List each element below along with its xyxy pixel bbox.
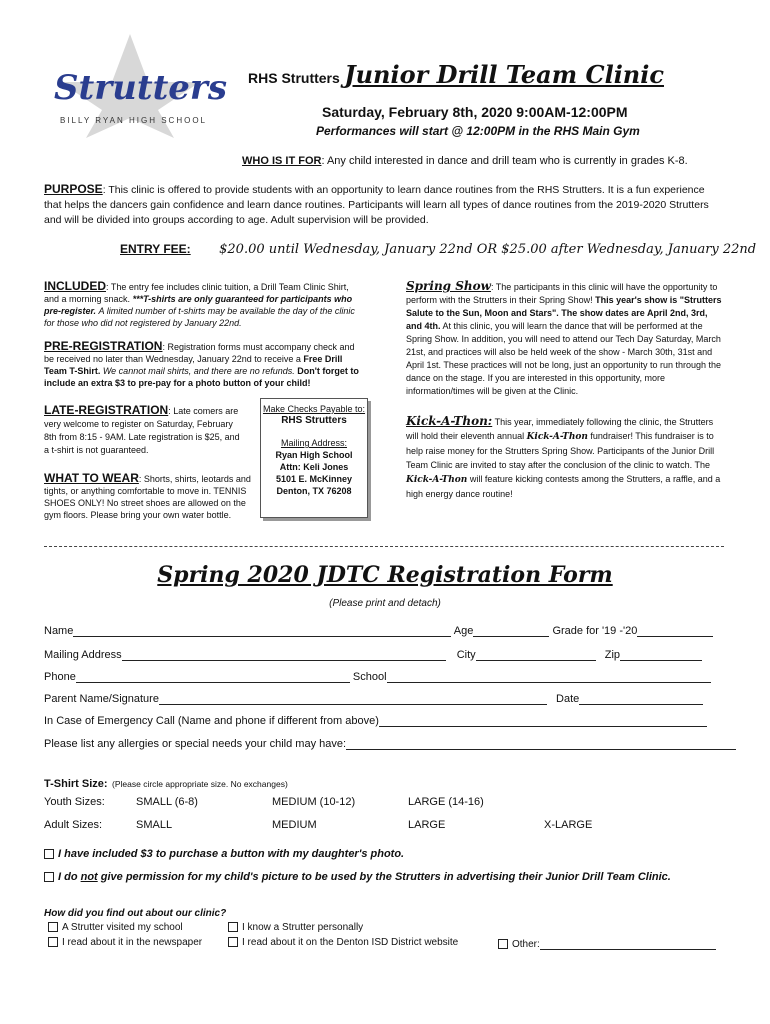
- performances-note: Performances will start @ 12:00PM in the RHS Main Gym: [316, 124, 640, 138]
- mailing-field[interactable]: [122, 648, 446, 661]
- who-text: : Any child interested in dance and drill team who is currently in grades K-8.: [321, 155, 688, 167]
- grade-label: Grade for '19 -'20: [552, 625, 638, 637]
- how-option-label: A Strutter visited my school: [62, 922, 183, 933]
- header-title-row: [248, 60, 664, 89]
- emergency-row: [44, 714, 707, 727]
- age-field[interactable]: [473, 624, 549, 637]
- purpose-label: PURPOSE: [44, 182, 103, 196]
- city-label: City: [456, 649, 476, 661]
- page-title: Junior Drill Team Clinic: [344, 60, 664, 89]
- address-line: 5101 E. McKinney: [275, 474, 353, 484]
- preregistration-bold2: Don't forget to include an extra $3 to pre-pay for a photo button of your child!: [44, 366, 359, 388]
- kickathon-text3: will feature kicking contests among the Strutters, a raffle, and a high energy dance routine!: [406, 474, 721, 499]
- how-option-other[interactable]: [498, 937, 716, 950]
- purpose-paragraph: [44, 182, 724, 228]
- form-title: Spring 2020 JDTC Registration Form: [157, 562, 613, 588]
- age-label: Age: [453, 625, 474, 637]
- school-field[interactable]: [387, 670, 711, 683]
- included-text: : The entry fee includes clinic tuition, a Drill Team Clinic Shirt, and a morning snack.: [44, 282, 349, 304]
- how-option-label: I know a Strutter personally: [242, 922, 364, 933]
- how-option[interactable]: [48, 922, 183, 933]
- how-label: How did you find out about our clinic?: [44, 908, 227, 919]
- name-row: [44, 624, 713, 637]
- late-registration-label: LATE-REGISTRATION: [44, 403, 169, 417]
- who-row: [242, 155, 688, 167]
- school-label: School: [352, 671, 387, 683]
- form-subtitle: (Please print and detach): [329, 598, 441, 609]
- allergy-label: Please list any allergies or special needs your child may have:: [44, 738, 347, 750]
- kickathon-name: Kick-A-Thon: [406, 475, 468, 485]
- phone-label: Phone: [44, 671, 76, 683]
- late-registration-text: : Late comers are very welcome to register on Saturday, February 8th from 8:15 - 9AM. Late registration is $25, and a t-shirt is not guaranteed.: [44, 406, 240, 455]
- checks-payable-box: [260, 398, 368, 518]
- permission-checkbox-row[interactable]: [44, 871, 671, 883]
- included-italic-note: A limited number of t-shirts may be available the day of the clinic for those who did not registered by January 22nd.: [44, 306, 355, 328]
- payable-label: Make Checks Payable to:: [262, 404, 366, 414]
- name-field[interactable]: [73, 624, 451, 637]
- zip-label: Zip: [604, 649, 621, 661]
- kickathon-text: This year, immediately following the clinic, the Strutters will hold their eleventh annual: [406, 417, 714, 441]
- zip-field[interactable]: [620, 648, 702, 661]
- who-label: WHO IS IT FOR: [242, 155, 322, 167]
- emergency-field[interactable]: [379, 714, 707, 727]
- checkbox[interactable]: [44, 872, 54, 882]
- youth-size-option[interactable]: SMALL (6-8): [136, 796, 198, 808]
- adult-size-option[interactable]: X-LARGE: [544, 819, 593, 831]
- spring-show-bold: This year's show is "Strutters Salute to the Sun, Moon and Stars". The show dates are April 2nd, 3rd, and 4th.: [406, 295, 722, 331]
- parent-field[interactable]: [159, 692, 547, 705]
- spring-show-label: Spring Show: [406, 279, 491, 293]
- spring-show-paragraph: [406, 280, 724, 398]
- adult-label: Adult Sizes:: [44, 819, 103, 831]
- checkbox[interactable]: [228, 922, 238, 932]
- detach-divider: [44, 546, 724, 547]
- checkbox[interactable]: [48, 937, 58, 947]
- entry-fee-row: [120, 240, 756, 258]
- how-option-label: Other:: [512, 939, 540, 950]
- preregistration-label: PRE-REGISTRATION: [44, 339, 163, 353]
- address-line: Ryan High School: [275, 450, 353, 460]
- youth-label: Youth Sizes:: [44, 796, 105, 808]
- phone-field[interactable]: [76, 670, 350, 683]
- parent-row: [44, 692, 703, 705]
- mailing-row: [44, 648, 702, 661]
- spring-show-text: : The participants in this clinic will have the opportunity to perform with the Strutters in their Spring Show!: [406, 282, 718, 305]
- tshirt-row: [44, 774, 288, 792]
- how-option[interactable]: [228, 922, 363, 933]
- kickathon-name: Kick-A-Thon: [526, 432, 588, 442]
- entry-fee-label: ENTRY FEE:: [120, 242, 191, 256]
- allergy-field[interactable]: [346, 737, 736, 750]
- other-field[interactable]: [540, 937, 716, 950]
- logo-school: BILLY RYAN HIGH SCHOOL: [60, 116, 207, 125]
- youth-size-option[interactable]: MEDIUM (10-12): [272, 796, 356, 808]
- entry-fee-text: $20.00 until Wednesday, January 22nd OR $25.00 after Wednesday, January 22nd: [219, 242, 757, 257]
- spring-show-text2: At this clinic, you will learn the dance that will be performed at the Spring Show. In addition, you will need to attend our Tech Day Saturday, March 21st, and practices will also be held week of the show - March 30th, 31st and April 1st. These practices will not be long, just an opportunity to run through the dance on the stage. If you are interested in this opportunity, more information/times will be given at the Clinic.: [406, 321, 722, 396]
- included-label: INCLUDED: [44, 279, 106, 293]
- kickathon-text2: fundraiser! This fundraiser is to help raise money for the Strutters Spring Show. Participants of the Junior Drill Team Clinic are invited to stay after the conclusion of the clinic to watch. The: [406, 431, 715, 470]
- purpose-text: : This clinic is offered to provide students with an opportunity to learn dance routines from the RHS Strutters. It is a fun experience that helps the dancers gain confidence and learn dance routines. Participants will learn all types of dance routines from the 2019-2020 Strutters and will be divided into groups according to age. Adult supervision will be provided.: [44, 184, 709, 226]
- what-to-wear-paragraph: [44, 472, 252, 521]
- preregistration-paragraph: [44, 340, 362, 389]
- mailing-label: Mailing Address: [44, 649, 122, 661]
- button-checkbox-label: I have included $3 to purchase a button with my daughter's photo.: [58, 848, 405, 860]
- name-label: Name: [44, 625, 74, 637]
- how-option[interactable]: [48, 937, 202, 948]
- adult-size-option[interactable]: MEDIUM: [272, 819, 317, 831]
- included-bold-note: ***T-shirts are only guaranteed for participants who pre-register.: [44, 294, 353, 316]
- what-to-wear-label: WHAT TO WEAR: [44, 471, 139, 485]
- checkbox[interactable]: [44, 849, 54, 859]
- permission-label-rest: give permission for my child's picture to be used by the Strutters in advertising their Junior Drill Team Clinic.: [97, 871, 671, 883]
- checkbox[interactable]: [228, 937, 238, 947]
- button-checkbox-row[interactable]: [44, 848, 404, 860]
- logo-script: Strutters: [54, 68, 227, 108]
- how-option-label: I read about it on the Denton ISD District website: [242, 937, 459, 948]
- adult-size-option[interactable]: LARGE: [408, 819, 446, 831]
- grade-field[interactable]: [637, 624, 713, 637]
- preregistration-italic: We cannot mail shirts, and there are no refunds.: [100, 366, 298, 376]
- included-paragraph: [44, 280, 364, 329]
- permission-label: I do: [58, 871, 81, 883]
- payee: RHS Strutters: [281, 415, 347, 426]
- address-line: Denton, TX 76208: [276, 486, 352, 496]
- tshirt-note: (Please circle appropriate size. No exchanges): [112, 779, 288, 789]
- date-label: Date: [556, 693, 580, 705]
- kickathon-label: Kick-A-Thon:: [406, 414, 493, 428]
- header-prefix: RHS Strutters: [248, 70, 340, 86]
- date-field[interactable]: [579, 692, 703, 705]
- adult-size-option[interactable]: SMALL: [136, 819, 173, 831]
- preregistration-text: : Registration forms must accompany check and be received no later than Wednesday, January 22nd to receive a: [44, 342, 355, 364]
- permission-not: not: [80, 871, 98, 883]
- youth-size-option[interactable]: LARGE (14-16): [408, 796, 484, 808]
- strutters-logo: [40, 30, 227, 140]
- late-registration-paragraph: [44, 404, 244, 457]
- address-line: Attn: Keli Jones: [279, 462, 349, 472]
- parent-label: Parent Name/Signature: [44, 693, 159, 705]
- how-option[interactable]: [228, 937, 458, 948]
- event-date: Saturday, February 8th, 2020 9:00AM-12:00PM: [322, 104, 628, 120]
- how-option-label: I read about it in the newspaper: [62, 937, 203, 948]
- phone-row: [44, 670, 711, 683]
- mailing-address-label: Mailing Address:: [280, 438, 348, 448]
- checkbox[interactable]: [498, 939, 508, 949]
- emergency-label: In Case of Emergency Call (Name and phone if different from above): [44, 715, 379, 727]
- what-to-wear-text: : Shorts, shirts, leotards and tights, or anything comfortable to move in. TENNIS SHOES ONLY! No street shoes are allowed on the gym floors. Please bring your own water bottle.: [44, 474, 251, 520]
- allergy-row: [44, 737, 736, 750]
- city-field[interactable]: [476, 648, 596, 661]
- kickathon-paragraph: [406, 414, 724, 501]
- checkbox[interactable]: [48, 922, 58, 932]
- preregistration-bold1: Free Drill Team T-Shirt.: [44, 354, 343, 376]
- tshirt-label: T-Shirt Size:: [44, 778, 108, 790]
